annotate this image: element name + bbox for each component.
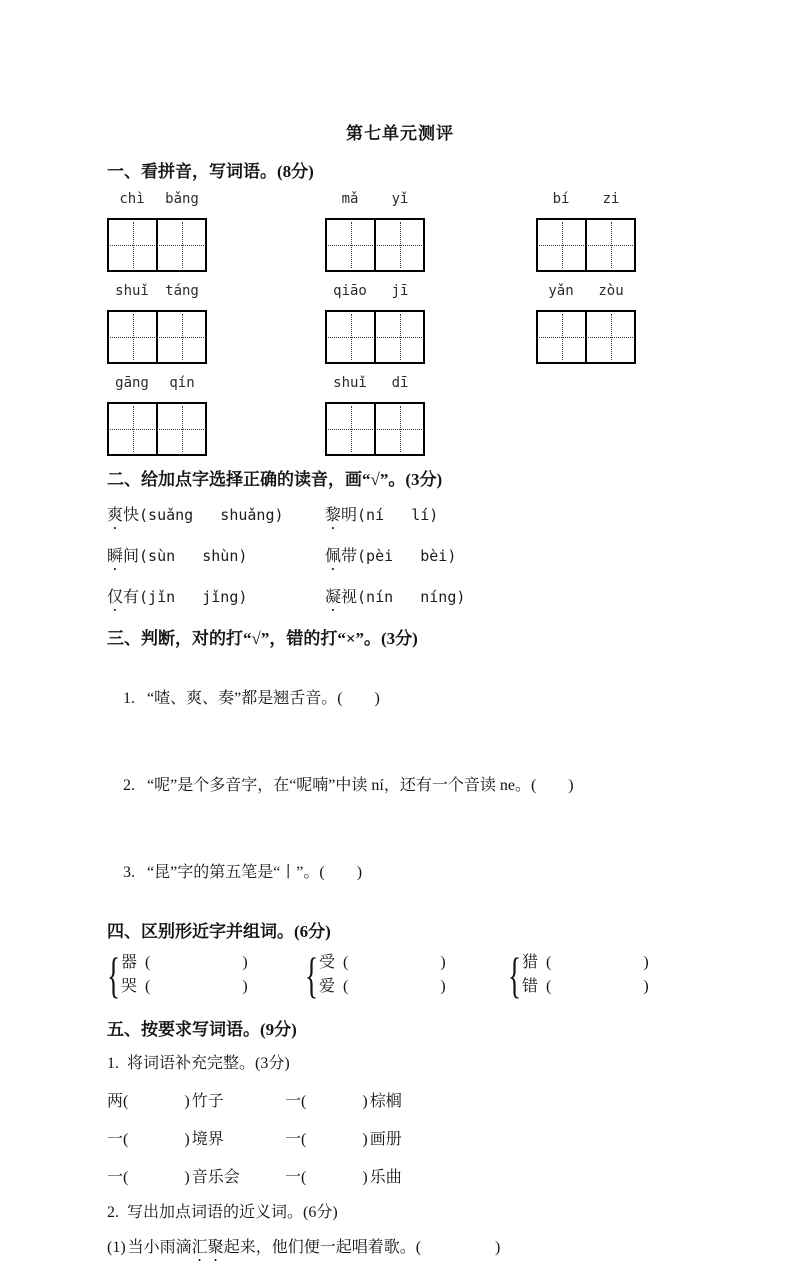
pinyin-grid-group bbox=[107, 191, 207, 272]
section5-heading: 五、按要求写词语。(9分) bbox=[107, 1020, 297, 1039]
item-number: 1. bbox=[123, 690, 135, 707]
dotted-character: 爽 bbox=[107, 507, 124, 524]
fill-prefix: 一 bbox=[107, 1131, 124, 1148]
grid-cell bbox=[327, 312, 376, 362]
fill-suffix: 竹子 bbox=[191, 1093, 224, 1110]
grid-cell bbox=[538, 220, 587, 270]
blank-parens: ( ) bbox=[343, 954, 448, 971]
grid-cell bbox=[538, 312, 587, 362]
pair-lines bbox=[121, 951, 250, 999]
character: 错 bbox=[522, 978, 539, 995]
fill-item bbox=[107, 1089, 285, 1115]
fill-prefix: 一 bbox=[285, 1169, 302, 1186]
fill-item bbox=[285, 1127, 402, 1153]
similar-characters-row bbox=[107, 947, 693, 1003]
subquestion-1 bbox=[107, 1051, 693, 1077]
sentence-pre: 当小雨滴 bbox=[127, 1239, 192, 1256]
grid-cell bbox=[587, 220, 634, 270]
pinyin-syllable: chì bbox=[119, 191, 145, 207]
fill-suffix: 境界 bbox=[191, 1131, 224, 1148]
synonym-sentence bbox=[107, 1235, 693, 1265]
pinyin-label bbox=[107, 375, 207, 395]
fill-item bbox=[285, 1165, 402, 1191]
curly-brace-icon: { bbox=[305, 947, 319, 1003]
subquestion-2 bbox=[107, 1200, 693, 1226]
grid-cell bbox=[109, 312, 158, 362]
fill-row-1 bbox=[107, 1089, 693, 1115]
reading-options: (pèi bèi) bbox=[357, 547, 457, 565]
sentence-post: 起来，他们便一起唱着歌。 bbox=[223, 1239, 416, 1256]
blank-parens: ( ) bbox=[546, 954, 651, 971]
character-pair-group bbox=[305, 947, 508, 1003]
pinyin-grid-row-1 bbox=[107, 191, 693, 272]
pinyin-label bbox=[536, 283, 636, 303]
word-item bbox=[325, 544, 543, 574]
blank-parens: ( ) bbox=[415, 1239, 503, 1256]
item-number: 3. bbox=[123, 864, 135, 881]
writing-grid bbox=[325, 310, 425, 364]
blank-parens: ( ) bbox=[301, 1093, 370, 1110]
character: 猎 bbox=[522, 954, 539, 971]
grid-cell bbox=[327, 404, 376, 454]
section3-heading: 三、判断，对的打“√”，错的打“×”。(3分) bbox=[107, 629, 418, 648]
reading-options: (suǎng shuǎng) bbox=[139, 506, 284, 524]
blank-parens: ( ) bbox=[123, 1131, 192, 1148]
pinyin-syllable: mǎ bbox=[341, 191, 359, 207]
grid-cell bbox=[327, 220, 376, 270]
reading-options: (jǐn jǐng) bbox=[139, 588, 248, 606]
pinyin-syllable: bí bbox=[552, 191, 570, 207]
grid-cell bbox=[376, 220, 423, 270]
writing-grid bbox=[325, 218, 425, 272]
grid-cell bbox=[376, 404, 423, 454]
blank-parens: ( ) bbox=[301, 1131, 370, 1148]
word-item bbox=[107, 544, 325, 574]
section4-heading: 四、区别形近字并组词。(6分) bbox=[107, 922, 331, 941]
word-item bbox=[107, 585, 325, 615]
fill-suffix: 画册 bbox=[369, 1131, 402, 1148]
blank-parens: ( ) bbox=[301, 1169, 370, 1186]
fill-prefix: 一 bbox=[285, 1131, 302, 1148]
dotted-character: 黎 bbox=[325, 507, 342, 524]
dotted-character: 瞬 bbox=[107, 548, 124, 565]
pinyin-syllable: dī bbox=[391, 375, 409, 391]
pinyin-syllable: shuǐ bbox=[115, 283, 149, 299]
fill-suffix: 棕榈 bbox=[369, 1093, 402, 1110]
character: 爱 bbox=[319, 978, 336, 995]
grid-cell bbox=[158, 312, 205, 362]
pronunciation-row-3 bbox=[107, 585, 693, 615]
writing-grid bbox=[536, 218, 636, 272]
fill-item bbox=[107, 1165, 285, 1191]
fill-suffix: 乐曲 bbox=[369, 1169, 402, 1186]
pronunciation-row-1 bbox=[107, 503, 693, 533]
section2-heading: 二、给加点字选择正确的读音，画“√”。(3分) bbox=[107, 470, 443, 489]
pinyin-label bbox=[325, 375, 425, 395]
item-number: 2. bbox=[107, 1204, 119, 1221]
character: 器 bbox=[121, 954, 138, 971]
pinyin-syllable: qín bbox=[169, 375, 195, 391]
judgment-item-2 bbox=[107, 747, 693, 825]
pinyin-label bbox=[107, 191, 207, 211]
pinyin-syllable: qiāo bbox=[333, 283, 367, 299]
grid-cell bbox=[587, 312, 634, 362]
dotted-character: 仅 bbox=[107, 589, 124, 606]
pair-line bbox=[522, 975, 651, 999]
blank-parens: ( ) bbox=[546, 978, 651, 995]
writing-grid bbox=[107, 310, 207, 364]
pinyin-label bbox=[536, 191, 636, 211]
fill-prefix: 一 bbox=[285, 1093, 302, 1110]
item-text: 写出加点词语的近义词。(6分) bbox=[127, 1204, 338, 1221]
reading-options: (sùn shùn) bbox=[139, 547, 248, 565]
reading-options: (ní lí) bbox=[357, 506, 439, 524]
pinyin-grid-group bbox=[325, 283, 425, 364]
character-pair-group bbox=[508, 947, 651, 1003]
word-item bbox=[107, 503, 325, 533]
word-tail: 视 bbox=[341, 589, 358, 606]
pinyin-grid-group bbox=[107, 283, 207, 364]
pair-line bbox=[121, 975, 250, 999]
pinyin-grid-group bbox=[536, 283, 636, 364]
dotted-character: 凝 bbox=[325, 589, 342, 606]
dotted-word: 汇聚 bbox=[191, 1239, 224, 1256]
writing-grid bbox=[325, 402, 425, 456]
pinyin-label bbox=[325, 283, 425, 303]
grid-cell bbox=[109, 404, 158, 454]
fill-row-2 bbox=[107, 1127, 693, 1153]
item-text: “喳、爽、奏”都是翘舌音。( ) bbox=[147, 690, 380, 707]
character: 哭 bbox=[121, 978, 138, 995]
blank-parens: ( ) bbox=[123, 1169, 192, 1186]
pronunciation-row-2 bbox=[107, 544, 693, 574]
blank-parens: ( ) bbox=[343, 978, 448, 995]
pinyin-syllable: jī bbox=[391, 283, 409, 299]
pinyin-syllable: yǐ bbox=[391, 191, 409, 207]
pinyin-label bbox=[325, 191, 425, 211]
dotted-character: 佩 bbox=[325, 548, 342, 565]
word-tail: 间 bbox=[123, 548, 140, 565]
character: 受 bbox=[319, 954, 336, 971]
item-text: “呢”是个多音字，在“呢喃”中读 ní，还有一个音读 ne。( ) bbox=[147, 777, 574, 794]
item-text: “昆”字的第五笔是“丨”。( ) bbox=[147, 864, 363, 881]
fill-suffix: 音乐会 bbox=[191, 1169, 240, 1186]
fill-prefix: 一 bbox=[107, 1169, 124, 1186]
section1-heading: 一、看拼音，写词语。(8分) bbox=[107, 162, 314, 181]
pinyin-syllable: zòu bbox=[598, 283, 624, 299]
pair-line bbox=[121, 951, 250, 975]
pinyin-syllable: gāng bbox=[115, 375, 149, 391]
pair-lines bbox=[319, 951, 448, 999]
fill-item bbox=[285, 1089, 402, 1115]
fill-item bbox=[107, 1127, 285, 1153]
word-tail: 明 bbox=[341, 507, 358, 524]
pinyin-grid-group bbox=[107, 375, 207, 456]
pinyin-grid-row-2 bbox=[107, 283, 693, 364]
curly-brace-icon: { bbox=[508, 947, 522, 1003]
fill-row-3 bbox=[107, 1165, 693, 1191]
pair-line bbox=[522, 951, 651, 975]
pinyin-grid-group bbox=[325, 191, 425, 272]
grid-cell bbox=[109, 220, 158, 270]
blank-parens: ( ) bbox=[123, 1093, 192, 1110]
blank-parens: ( ) bbox=[145, 954, 250, 971]
word-tail: 带 bbox=[341, 548, 358, 565]
pinyin-grid-group bbox=[536, 191, 636, 272]
pair-line bbox=[319, 975, 448, 999]
pinyin-grid-row-3 bbox=[107, 375, 693, 456]
page-title: 第七单元测评 bbox=[346, 124, 454, 143]
pair-line bbox=[319, 951, 448, 975]
blank-parens: ( ) bbox=[145, 978, 250, 995]
reading-options: (nín níng) bbox=[357, 588, 466, 606]
word-tail: 快 bbox=[123, 507, 140, 524]
writing-grid bbox=[536, 310, 636, 364]
pinyin-syllable: shuǐ bbox=[333, 375, 367, 391]
writing-grid bbox=[107, 218, 207, 272]
judgment-item-1 bbox=[107, 660, 693, 738]
pinyin-syllable: zi bbox=[602, 191, 620, 207]
grid-cell bbox=[376, 312, 423, 362]
pinyin-syllable: yǎn bbox=[548, 283, 574, 299]
pinyin-syllable: bǎng bbox=[165, 191, 199, 207]
character-pair-group bbox=[107, 947, 305, 1003]
pinyin-grid-group bbox=[325, 375, 425, 456]
fill-prefix: 两 bbox=[107, 1093, 124, 1110]
word-tail: 有 bbox=[123, 589, 140, 606]
pinyin-syllable: táng bbox=[165, 283, 199, 299]
grid-cell bbox=[158, 220, 205, 270]
pair-lines bbox=[522, 951, 651, 999]
item-number: (1) bbox=[107, 1239, 126, 1256]
curly-brace-icon: { bbox=[107, 947, 121, 1003]
item-number: 2. bbox=[123, 777, 135, 794]
word-item bbox=[325, 503, 543, 533]
judgment-item-3 bbox=[107, 834, 693, 912]
writing-grid bbox=[107, 402, 207, 456]
pinyin-label bbox=[107, 283, 207, 303]
item-number: 1. bbox=[107, 1055, 119, 1072]
grid-cell bbox=[158, 404, 205, 454]
word-item bbox=[325, 585, 543, 615]
item-text: 将词语补充完整。(3分) bbox=[127, 1055, 290, 1072]
